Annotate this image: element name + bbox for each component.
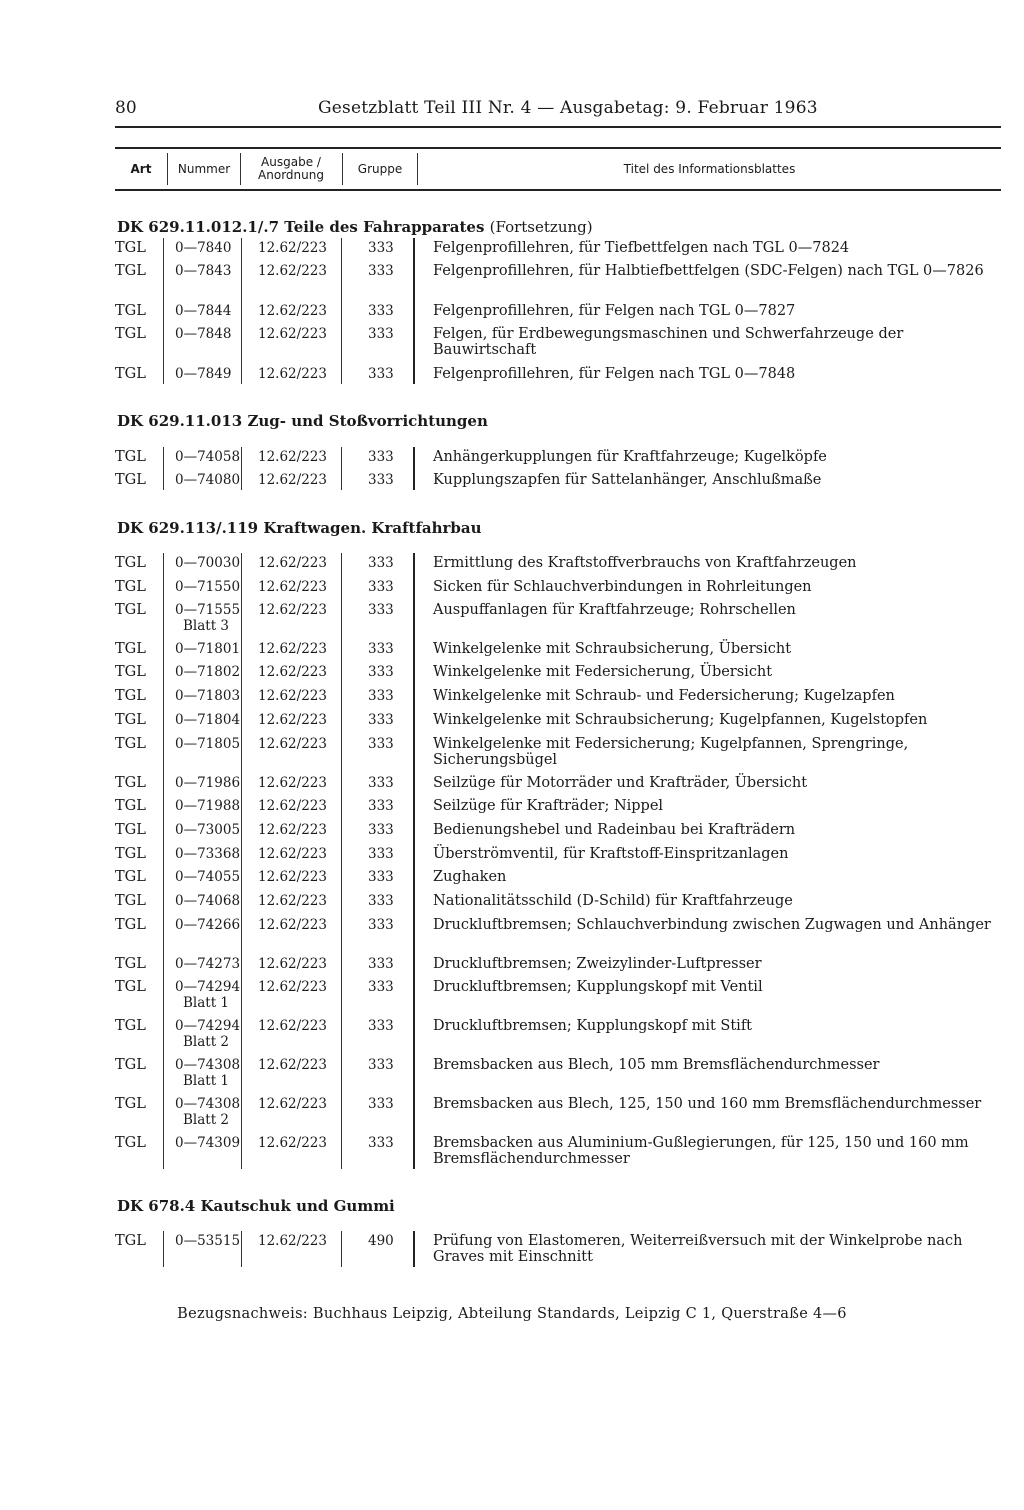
nummer-value: 0—74080 [175, 472, 241, 488]
column-header-titel: Titel des Informationsblattes [623, 161, 796, 176]
cell-art: TGL [115, 263, 146, 279]
cell-ausgabe: 12.62/223 [258, 1057, 327, 1073]
nummer-value: 0—74294 [175, 979, 241, 995]
cell-ausgabe: 12.62/223 [258, 1096, 327, 1112]
cell-art: TGL [115, 602, 146, 618]
cell-art: TGL [115, 822, 146, 838]
cell-titel: Winkelgelenke mit Schraubsicherung, Übersicht [433, 641, 792, 657]
cell-gruppe: 333 [368, 822, 394, 838]
cell-gruppe: 333 [368, 956, 394, 972]
cell-nummer [175, 641, 245, 657]
nummer-value: 0—74266 [175, 917, 241, 933]
cell-titel: Prüfung von Elastomeren, Weiterreißversuch mit der Winkelprobe nach Graves mit Einschnitt [433, 1233, 963, 1265]
nummer-value: 0—74309 [175, 1135, 241, 1151]
section-name: Kautschuk und Gummi [200, 1197, 395, 1215]
cell-ausgabe: 12.62/223 [258, 736, 327, 752]
column-header-gruppe: Gruppe [357, 161, 403, 176]
column-separator [413, 1231, 415, 1267]
cell-gruppe: 333 [368, 664, 394, 680]
cell-gruppe: 333 [368, 641, 394, 657]
column-separator [413, 238, 415, 384]
cell-titel: Seilzüge für Motorräder und Krafträder, Übersicht [433, 775, 808, 791]
nummer-value: 0—7848 [175, 326, 232, 342]
cell-art: TGL [115, 641, 146, 657]
cell-titel: Druckluftbremsen; Kupplungskopf mit Ventil [433, 979, 763, 995]
cell-gruppe: 333 [368, 979, 394, 995]
cell-ausgabe: 12.62/223 [258, 822, 327, 838]
cell-nummer [175, 979, 245, 1011]
cell-ausgabe: 12.62/223 [258, 775, 327, 791]
cell-art: TGL [115, 846, 146, 862]
cell-gruppe: 333 [368, 555, 394, 571]
cell-nummer [175, 956, 245, 972]
column-header-ausgabe [241, 149, 341, 189]
nummer-value: 0—7843 [175, 263, 232, 279]
page-number: 80 [115, 98, 137, 118]
cell-titel: Felgenprofillehren, für Halbtiefbettfelgen (SDC-Felgen) nach TGL 0—7826 [433, 263, 984, 279]
nummer-value: 0—74308 [175, 1096, 241, 1112]
nummer-value: 0—74294 [175, 1018, 241, 1034]
cell-nummer [175, 712, 245, 728]
cell-nummer [175, 775, 245, 791]
cell-gruppe: 333 [368, 917, 394, 933]
cell-ausgabe: 12.62/223 [258, 956, 327, 972]
cell-nummer [175, 472, 245, 488]
cell-ausgabe: 12.62/223 [258, 366, 327, 382]
cell-ausgabe: 12.62/223 [258, 917, 327, 933]
cell-nummer [175, 366, 245, 382]
cell-ausgabe: 12.62/223 [258, 798, 327, 814]
nummer-value: 0—71802 [175, 664, 241, 680]
cell-gruppe: 333 [368, 712, 394, 728]
nummer-value: 0—71550 [175, 579, 241, 595]
nummer-value: 0—7844 [175, 303, 232, 319]
cell-gruppe: 333 [368, 449, 394, 465]
cell-ausgabe: 12.62/223 [258, 1233, 327, 1249]
cell-art: TGL [115, 798, 146, 814]
cell-ausgabe: 12.62/223 [258, 664, 327, 680]
blatt-value: Blatt 1 [183, 995, 230, 1011]
cell-ausgabe: 12.62/223 [258, 641, 327, 657]
cell-gruppe: 333 [368, 303, 394, 319]
cell-titel: Seilzüge für Krafträder; Nippel [433, 798, 664, 814]
cell-gruppe: 333 [368, 846, 394, 862]
cell-nummer [175, 326, 245, 342]
cell-art: TGL [115, 917, 146, 933]
nummer-value: 0—71803 [175, 688, 241, 704]
cell-gruppe: 333 [368, 263, 394, 279]
cell-titel: Winkelgelenke mit Schraub- und Federsicherung; Kugelzapfen [433, 688, 895, 704]
cell-nummer [175, 1135, 245, 1151]
cell-art: TGL [115, 555, 146, 571]
cell-nummer [175, 688, 245, 704]
nummer-value: 0—74273 [175, 956, 241, 972]
nummer-value: 0—71801 [175, 641, 241, 657]
cell-nummer [175, 798, 245, 814]
page-header-title: Gesetzblatt Teil III Nr. 4 — Ausgabetag: 9. Februar 1963 [318, 98, 818, 118]
cell-titel: Felgenprofillehren, für Felgen nach TGL 0—7848 [433, 366, 796, 382]
cell-art: TGL [115, 688, 146, 704]
section-name: Teile des Fahrapparates [284, 218, 485, 236]
cell-nummer [175, 869, 245, 885]
cell-gruppe: 333 [368, 602, 394, 618]
cell-art: TGL [115, 1057, 146, 1073]
section-title [117, 218, 593, 236]
cell-titel: Winkelgelenke mit Federsicherung; Kugelpfannen, Sprengringe, Sicherungsbügel [433, 736, 909, 768]
cell-ausgabe: 12.62/223 [258, 712, 327, 728]
cell-nummer [175, 602, 245, 634]
cell-ausgabe: 12.62/223 [258, 472, 327, 488]
cell-titel: Bremsbacken aus Blech, 105 mm Bremsflächendurchmesser [433, 1057, 880, 1073]
cell-titel: Felgenprofillehren, für Felgen nach TGL 0—7827 [433, 303, 796, 319]
cell-ausgabe: 12.62/223 [258, 869, 327, 885]
cell-gruppe: 333 [368, 688, 394, 704]
cell-nummer [175, 664, 245, 680]
section-title [117, 1197, 395, 1215]
cell-art: TGL [115, 1233, 146, 1249]
cell-titel: Druckluftbremsen; Schlauchverbindung zwischen Zugwagen und Anhänger [433, 917, 991, 933]
section-title [117, 412, 488, 430]
nummer-value: 0—74058 [175, 449, 241, 465]
nummer-value: 0—71986 [175, 775, 241, 791]
cell-nummer [175, 1233, 245, 1249]
cell-ausgabe: 12.62/223 [258, 240, 327, 256]
cell-gruppe: 333 [368, 869, 394, 885]
cell-titel: Bremsbacken aus Blech, 125, 150 und 160 mm Bremsflächendurchmesser [433, 1096, 982, 1112]
cell-art: TGL [115, 326, 146, 342]
cell-nummer [175, 846, 245, 862]
cell-gruppe: 333 [368, 775, 394, 791]
cell-gruppe: 490 [368, 1233, 394, 1249]
cell-art: TGL [115, 712, 146, 728]
cell-art: TGL [115, 1135, 146, 1151]
cell-nummer [175, 917, 245, 933]
section-code: DK 629.11.013 [117, 412, 243, 430]
cell-titel: Zughaken [433, 869, 507, 885]
column-header-art: Art [130, 161, 152, 176]
cell-ausgabe: 12.62/223 [258, 602, 327, 618]
section-code: DK 629.11.012.1/.7 [117, 218, 280, 236]
cell-nummer [175, 736, 245, 752]
cell-ausgabe: 12.62/223 [258, 579, 327, 595]
table-header [115, 147, 1001, 191]
cell-gruppe: 333 [368, 579, 394, 595]
nummer-value: 0—74068 [175, 893, 241, 909]
nummer-value: 0—71988 [175, 798, 241, 814]
cell-titel: Ermittlung des Kraftstoffverbrauchs von Kraftfahrzeugen [433, 555, 857, 571]
cell-art: TGL [115, 979, 146, 995]
cell-art: TGL [115, 579, 146, 595]
cell-ausgabe: 12.62/223 [258, 326, 327, 342]
cell-nummer [175, 893, 245, 909]
cell-nummer [175, 240, 245, 256]
nummer-value: 0—7849 [175, 366, 232, 382]
cell-art: TGL [115, 775, 146, 791]
blatt-value: Blatt 2 [183, 1034, 230, 1050]
cell-nummer [175, 1018, 245, 1050]
cell-nummer [175, 303, 245, 319]
nummer-value: 0—7840 [175, 240, 232, 256]
cell-gruppe: 333 [368, 326, 394, 342]
nummer-value: 0—53515 [175, 1233, 241, 1249]
cell-art: TGL [115, 303, 146, 319]
cell-nummer [175, 822, 245, 838]
nummer-value: 0—73005 [175, 822, 241, 838]
cell-art: TGL [115, 449, 146, 465]
cell-ausgabe: 12.62/223 [258, 1018, 327, 1034]
cell-gruppe: 333 [368, 893, 394, 909]
cell-nummer [175, 263, 245, 279]
cell-ausgabe: 12.62/223 [258, 263, 327, 279]
cell-ausgabe: 12.62/223 [258, 1135, 327, 1151]
cell-titel: Auspuffanlagen für Kraftfahrzeuge; Rohrschellen [433, 602, 796, 618]
cell-gruppe: 333 [368, 736, 394, 752]
cell-gruppe: 333 [368, 1018, 394, 1034]
cell-titel: Felgenprofillehren, für Tiefbettfelgen nach TGL 0—7824 [433, 240, 850, 256]
column-header-nummer: Nummer [177, 161, 231, 176]
cell-titel: Winkelgelenke mit Federsicherung, Übersicht [433, 664, 773, 680]
nummer-value: 0—71805 [175, 736, 241, 752]
section-name: Zug- und Stoßvorrichtungen [247, 412, 488, 430]
nummer-value: 0—73368 [175, 846, 241, 862]
cell-titel: Anhängerkupplungen für Kraftfahrzeuge; Kugelköpfe [433, 449, 827, 465]
column-header-ausgabe-line1: Ausgabe / [261, 155, 321, 169]
blatt-value: Blatt 3 [183, 618, 230, 634]
cell-gruppe: 333 [368, 1096, 394, 1112]
section-title [117, 519, 482, 537]
cell-gruppe: 333 [368, 472, 394, 488]
column-separator [413, 447, 415, 490]
section-suffix: (Fortsetzung) [489, 218, 593, 236]
blatt-value: Blatt 2 [183, 1112, 230, 1128]
cell-nummer [175, 1096, 245, 1128]
cell-titel: Überströmventil, für Kraftstoff-Einspritzanlagen [433, 846, 789, 862]
cell-gruppe: 333 [368, 366, 394, 382]
cell-titel: Felgen, für Erdbewegungsmaschinen und Schwerfahrzeuge der Bauwirtschaft [433, 326, 904, 358]
cell-nummer [175, 555, 245, 571]
cell-art: TGL [115, 240, 146, 256]
nummer-value: 0—71804 [175, 712, 241, 728]
cell-gruppe: 333 [368, 798, 394, 814]
cell-ausgabe: 12.62/223 [258, 846, 327, 862]
cell-titel: Druckluftbremsen; Zweizylinder-Luftpresser [433, 956, 762, 972]
cell-gruppe: 333 [368, 1057, 394, 1073]
cell-art: TGL [115, 869, 146, 885]
cell-titel: Bedienungshebel und Radeinbau bei Krafträdern [433, 822, 796, 838]
cell-art: TGL [115, 956, 146, 972]
column-header-ausgabe-line2: Anordnung [258, 168, 324, 182]
cell-art: TGL [115, 472, 146, 488]
cell-ausgabe: 12.62/223 [258, 979, 327, 995]
nummer-value: 0—74308 [175, 1057, 241, 1073]
cell-titel: Sicken für Schlauchverbindungen in Rohrleitungen [433, 579, 812, 595]
cell-nummer [175, 579, 245, 595]
cell-ausgabe: 12.62/223 [258, 555, 327, 571]
footer-reference: Bezugsnachweis: Buchhaus Leipzig, Abteilung Standards, Leipzig C 1, Querstraße 4—6 [177, 1306, 847, 1322]
cell-titel: Winkelgelenke mit Schraubsicherung; Kugelpfannen, Kugelstopfen [433, 712, 928, 728]
cell-art: TGL [115, 893, 146, 909]
nummer-value: 0—70030 [175, 555, 241, 571]
cell-ausgabe: 12.62/223 [258, 449, 327, 465]
cell-titel: Kupplungszapfen für Sattelanhänger, Anschlußmaße [433, 472, 822, 488]
section-code: DK 629.113/.119 [117, 519, 259, 537]
header-rule [115, 126, 1001, 128]
cell-nummer [175, 449, 245, 465]
cell-gruppe: 333 [368, 240, 394, 256]
cell-art: TGL [115, 736, 146, 752]
blatt-value: Blatt 1 [183, 1073, 230, 1089]
cell-art: TGL [115, 1096, 146, 1112]
section-code: DK 678.4 [117, 1197, 196, 1215]
section-name: Kraftwagen. Kraftfahrbau [263, 519, 482, 537]
nummer-value: 0—74055 [175, 869, 241, 885]
nummer-value: 0—71555 [175, 602, 241, 618]
column-separator [413, 553, 415, 1169]
cell-gruppe: 333 [368, 1135, 394, 1151]
cell-ausgabe: 12.62/223 [258, 688, 327, 704]
cell-ausgabe: 12.62/223 [258, 893, 327, 909]
cell-art: TGL [115, 1018, 146, 1034]
cell-nummer [175, 1057, 245, 1089]
cell-ausgabe: 12.62/223 [258, 303, 327, 319]
cell-titel: Nationalitätsschild (D-Schild) für Kraftfahrzeuge [433, 893, 793, 909]
cell-art: TGL [115, 664, 146, 680]
cell-art: TGL [115, 366, 146, 382]
cell-titel: Druckluftbremsen; Kupplungskopf mit Stift [433, 1018, 753, 1034]
cell-titel: Bremsbacken aus Aluminium-Gußlegierungen, für 125, 150 und 160 mm Bremsflächendurchmesser [433, 1135, 969, 1167]
